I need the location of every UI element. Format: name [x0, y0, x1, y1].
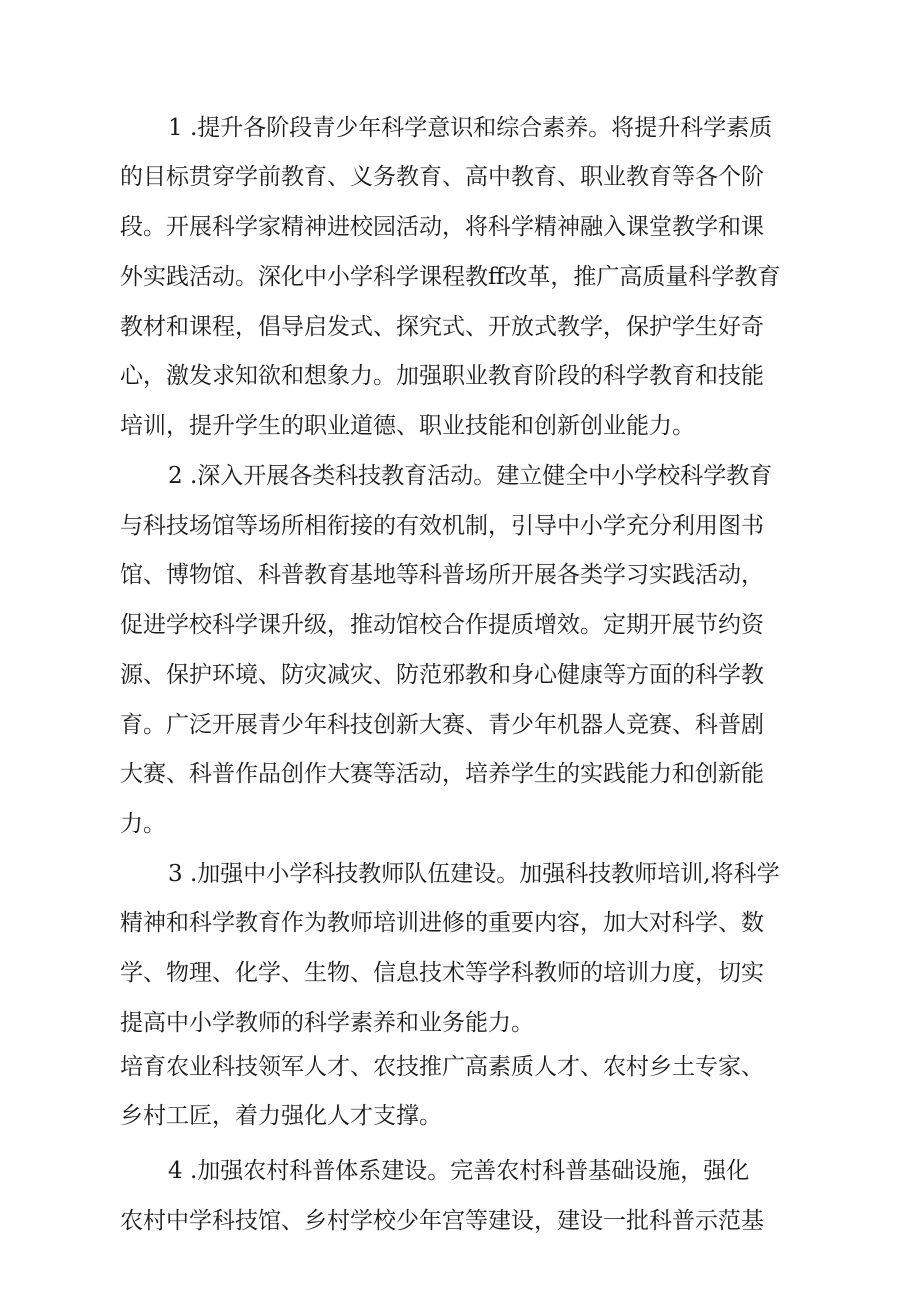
paragraph-1-line: 心，激发求知欲和想象力。加强职业教育阶段的科学教育和技能	[120, 363, 764, 389]
paragraph-3-heading-line: 3 .加强中小学科技教师队伍建设。加强科技教师培训,将科学	[168, 861, 780, 887]
paragraph-4-heading-line: 4 .加强农村科普体系建设。完善农村科普基础设施，强化	[168, 1158, 750, 1184]
paragraph-2-line: 促进学校科学课升级，推动馆校合作提质增效。定期开展节约资	[120, 612, 764, 638]
paragraph-2-line: 育。广泛开展青少年科技创新大赛、青少年机器人竞赛、科普剧	[120, 712, 764, 738]
paragraph-3-line: 精神和科学教育作为教师培训进修的重要内容，加大对科学、数	[120, 910, 764, 936]
paragraph-2-line: 馆、博物馆、科普教育基地等科普场所开展各类学习实践活动，	[120, 562, 764, 588]
paragraph-talent-line: 乡村工匠，着力强化人才支撑。	[120, 1103, 442, 1129]
paragraph-1-line: 段。开展科学家精神进校园活动，将科学精神融入课堂教学和课	[120, 214, 764, 240]
paragraph-1-line: 外实践活动。深化中小学科学课程教ff改革，推广高质量科学教育	[120, 264, 781, 290]
paragraph-1-line: 教材和课程，倡导启发式、探究式、开放式教学，保护学生好奇	[120, 314, 764, 340]
paragraph-3-line: 学、物理、化学、生物、信息技术等学科教师的培训力度，切实	[120, 960, 764, 986]
paragraph-2-line: 源、保护环境、防灾减灾、防范邪教和身心健康等方面的科学教	[120, 662, 764, 688]
paragraph-1-line: 的目标贯穿学前教育、义务教育、高中教育、职业教育等各个阶	[120, 164, 764, 190]
paragraph-2-heading-line: 2 .深入开展各类科技教育活动。建立健全中小学校科学教育	[168, 463, 773, 489]
paragraph-talent-line: 培育农业科技领军人才、农技推广高素质人才、农村乡土专家、	[120, 1054, 764, 1080]
paragraph-2-line: 力。	[120, 811, 166, 837]
paragraph-1-heading-line: 1 .提升各阶段青少年科学意识和综合素养。将提升科学素质	[168, 115, 773, 141]
paragraph-4-line: 农村中学科技馆、乡村学校少年宫等建设，建设一批科普示范基	[120, 1208, 764, 1234]
paragraph-3-line: 提高中小学教师的科学素养和业务能力。	[120, 1010, 534, 1036]
paragraph-2-line: 大赛、科普作品创作大赛等活动，培养学生的实践能力和创新能	[120, 761, 764, 787]
paragraph-1-line: 培训，提升学生的职业道德、职业技能和创新创业能力。	[120, 413, 695, 439]
paragraph-2-line: 与科技场馆等场所相衔接的有效机制，引导中小学充分利用图书	[120, 513, 764, 539]
